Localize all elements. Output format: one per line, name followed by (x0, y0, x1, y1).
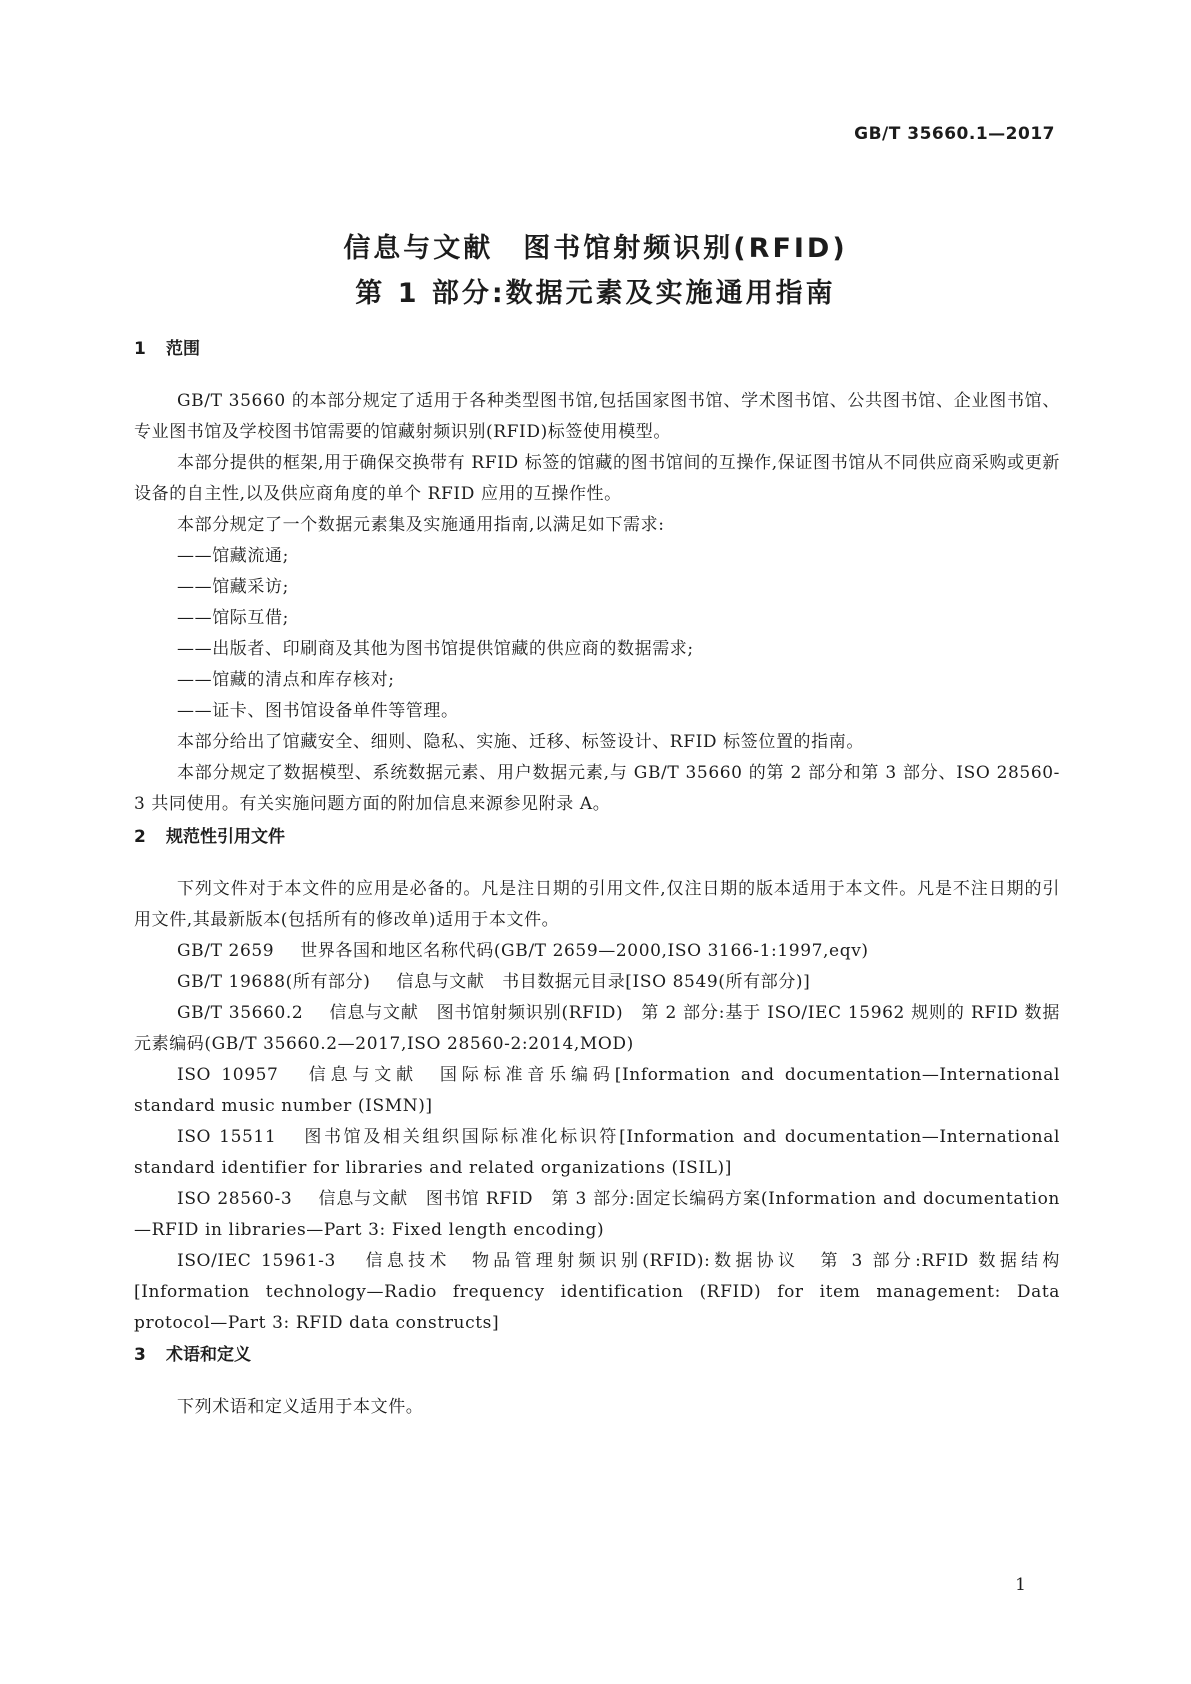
paragraph: 本部分规定了数据模型、系统数据元素、用户数据元素,与 GB/T 35660 的第 2 部分和第 3 部分、ISO 28560-3 共同使用。有关实施问题方面的附加信息来源参见附录 A。 (134, 763, 1060, 814)
section-title: 范围 (166, 339, 200, 359)
reference-code: ISO 15511 (177, 1127, 277, 1147)
standard-code: GB/T 35660.1—2017 (854, 124, 1055, 144)
section-1-body (134, 386, 1060, 820)
section-1-heading (134, 334, 200, 359)
list-item: ——证卡、图书馆设备单件等管理。 (177, 701, 459, 721)
section-number: 3 (134, 1345, 146, 1365)
reference-item (134, 998, 1060, 1060)
list-item: ——馆藏采访; (177, 577, 289, 597)
paragraph: 本部分给出了馆藏安全、细则、隐私、实施、迁移、标签设计、RFID 标签位置的指南。 (177, 732, 864, 752)
reference-item (134, 967, 1060, 998)
reference-text: 信息与文献 书目数据元目录[ISO 8549(所有部分)] (396, 972, 811, 992)
section-3-heading (134, 1340, 251, 1365)
reference-text: 信息与文献 国际标准音乐编码[Information and documentation—International standard music number (ISMN)] (134, 1065, 1061, 1116)
reference-code: ISO 10957 (177, 1065, 279, 1085)
reference-code: ISO/IEC 15961-3 (177, 1251, 336, 1271)
section-number: 2 (134, 827, 146, 847)
list-item: ——馆际互借; (177, 608, 289, 628)
document-title-line2: 第 1 部分:数据元素及实施通用指南 (355, 278, 836, 309)
reference-text: 信息与文献 图书馆射频识别(RFID) 第 2 部分:基于 ISO/IEC 15962 规则的 RFID 数据元素编码(GB/T 35660.2—2017,ISO 28560-2:2014,MOD) (134, 1003, 1060, 1054)
list-item: ——出版者、印刷商及其他为图书馆提供馆藏的供应商的数据需求; (177, 639, 694, 659)
section-2-body (134, 874, 1060, 1339)
reference-text: 世界各国和地区名称代码(GB/T 2659—2000,ISO 3166-1:1997,eqv) (300, 941, 869, 961)
paragraph: 本部分规定了一个数据元素集及实施通用指南,以满足如下需求: (177, 515, 665, 535)
section-3-body (134, 1392, 1060, 1423)
document-title-line1: 信息与文献 图书馆射频识别(RFID) (343, 233, 848, 264)
reference-item (134, 1246, 1060, 1339)
paragraph: 下列文件对于本文件的应用是必备的。凡是注日期的引用文件,仅注日期的版本适用于本文件。凡是不注日期的引用文件,其最新版本(包括所有的修改单)适用于本文件。 (134, 879, 1060, 930)
section-number: 1 (134, 339, 146, 359)
list-item: ——馆藏流通; (177, 546, 289, 566)
reference-code: ISO 28560-3 (177, 1189, 293, 1209)
reference-code: GB/T 35660.2 (177, 1003, 304, 1023)
reference-text: 信息技术 物品管理射频识别(RFID):数据协议 第 3 部分:RFID 数据结构[Information technology—Radio frequency identification (RFID) for item management: Data protocol—Part 3: RFID data constructs] (134, 1251, 1060, 1333)
reference-text: 图书馆及相关组织国际标准化标识符[Information and documentation—International standard identifier for libraries and related organizations (ISIL)] (134, 1127, 1061, 1178)
reference-item (134, 1122, 1060, 1184)
section-title: 规范性引用文件 (166, 827, 285, 847)
reference-item (134, 1184, 1060, 1246)
page-number: 1 (1015, 1575, 1026, 1595)
reference-code: GB/T 19688(所有部分) (177, 972, 371, 992)
reference-item (134, 1060, 1060, 1122)
section-title: 术语和定义 (166, 1345, 251, 1365)
reference-item (134, 936, 1060, 967)
list-item: ——馆藏的清点和库存核对; (177, 670, 395, 690)
section-2-heading (134, 822, 285, 847)
paragraph: GB/T 35660 的本部分规定了适用于各种类型图书馆,包括国家图书馆、学术图书馆、公共图书馆、企业图书馆、专业图书馆及学校图书馆需要的馆藏射频识别(RFID)标签使用模型。 (134, 391, 1060, 442)
reference-text: 信息与文献 图书馆 RFID 第 3 部分:固定长编码方案(Information and documentation—RFID in libraries—Part 3: Fixed length encoding) (134, 1189, 1060, 1240)
reference-code: GB/T 2659 (177, 941, 275, 961)
paragraph: 本部分提供的框架,用于确保交换带有 RFID 标签的馆藏的图书馆间的互操作,保证图书馆从不同供应商采购或更新设备的自主性,以及供应商角度的单个 RFID 应用的互操作性。 (134, 453, 1060, 504)
paragraph: 下列术语和定义适用于本文件。 (177, 1397, 424, 1417)
